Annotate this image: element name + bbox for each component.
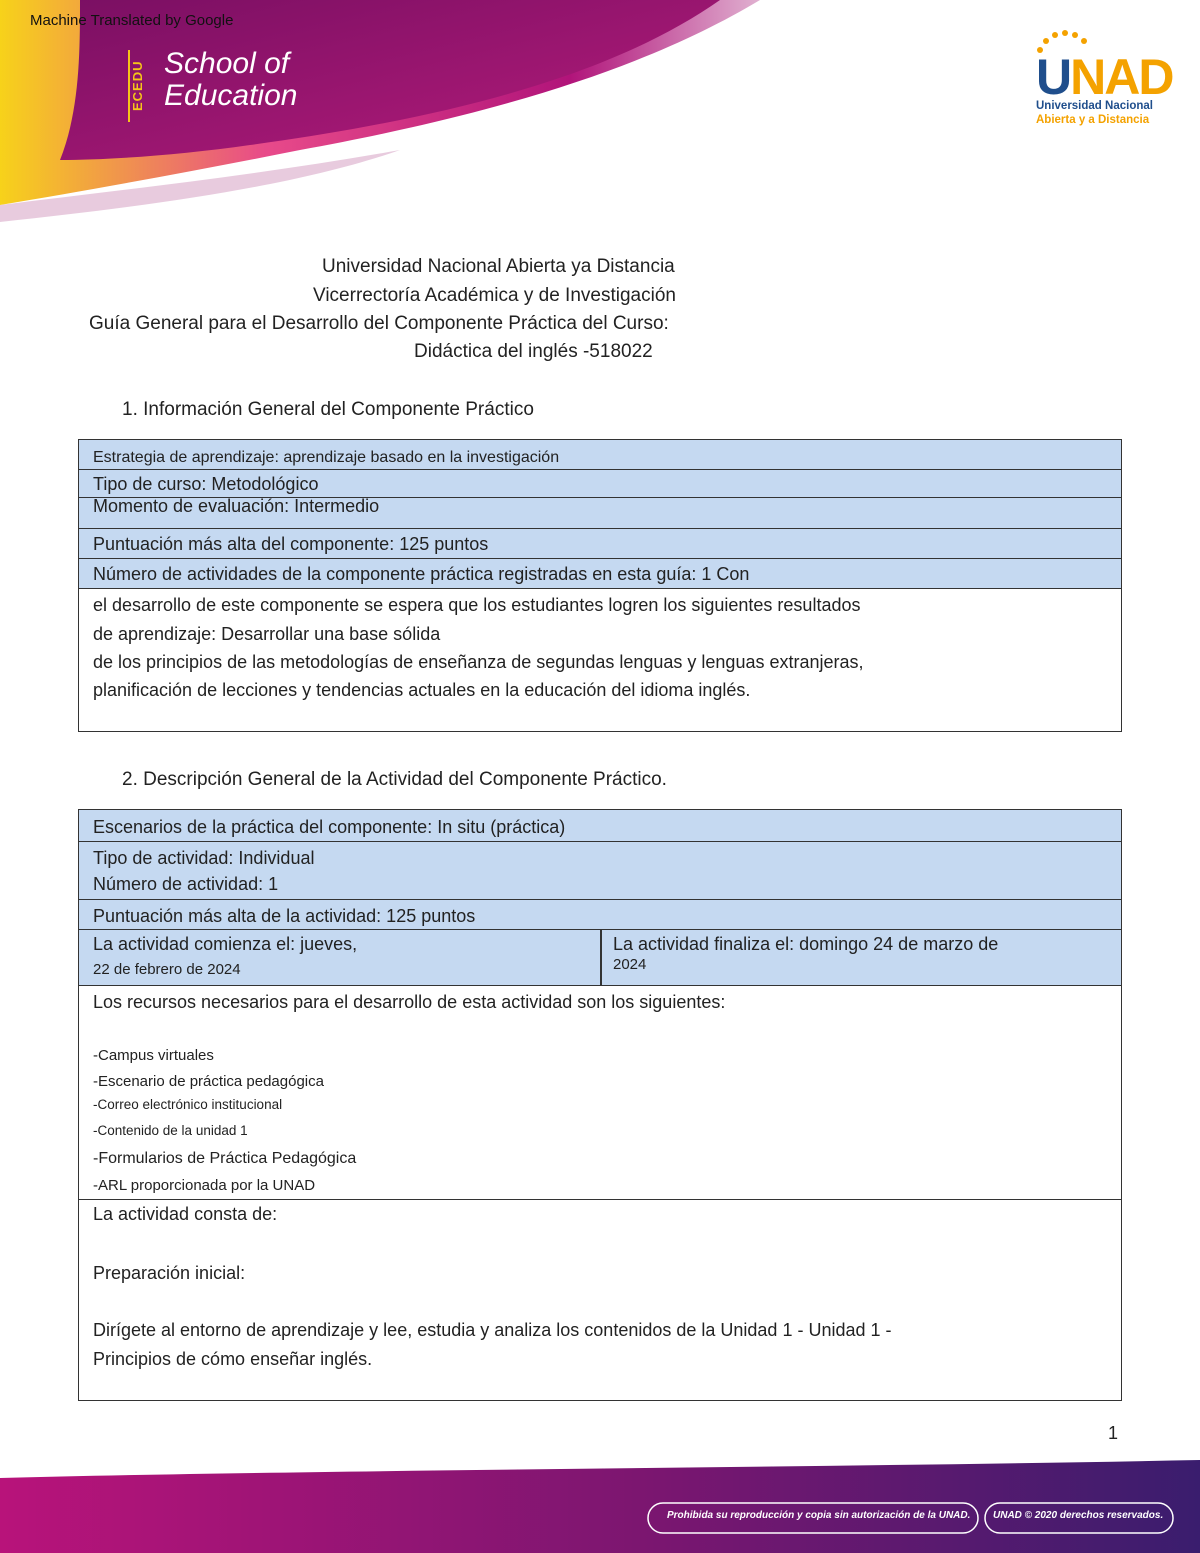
- activity-description-table: [78, 809, 1122, 1401]
- title-vicerrectoria: Vicerrectoría Académica y de Investigación: [313, 285, 676, 306]
- header-banner: [0, 0, 1200, 230]
- title-course: Didáctica del inglés -518022: [414, 341, 653, 362]
- row-activity-type: Tipo de actividad: Individual Número de actividad: 1: [79, 842, 1121, 900]
- row-strategy: Estrategia de aprendizaje: aprendizaje basado en la investigación: [79, 440, 1121, 470]
- row-scenarios: Escenarios de la práctica del componente: In situ (práctica): [79, 810, 1121, 842]
- resources-intro: Los recursos necesarios para el desarrollo de esta actividad son los siguientes:: [93, 992, 726, 1012]
- section-2-title: 2. Descripción General de la Actividad del Componente Práctico.: [122, 769, 667, 790]
- ecedu-label: ECEDU: [128, 50, 148, 122]
- resource-item: -Contenido de la unidad 1: [93, 1123, 248, 1138]
- prep-title: Preparación inicial:: [93, 1263, 246, 1283]
- outcome-line: planificación de lecciones y tendencias actuales en la educación del idioma inglés.: [93, 680, 751, 700]
- row-max-score: Puntuación más alta del componente: 125 puntos: [79, 529, 1121, 559]
- unad-name-line-1: Universidad Nacional: [1036, 100, 1153, 112]
- outcome-line: el desarrollo de este componente se espera que los estudiantes logren los siguientes resultados: [93, 595, 861, 615]
- resource-item: -Correo electrónico institucional: [93, 1097, 283, 1112]
- title-university: Universidad Nacional Abierta ya Distancia: [322, 256, 675, 277]
- row-evaluation: Momento de evaluación: Intermedio: [79, 498, 1121, 529]
- unad-name-line-2: Abierta y a Distancia: [1036, 114, 1150, 126]
- unad-wordmark: UNAD: [1036, 49, 1173, 105]
- outcome-line: de aprendizaje: Desarrollar una base sólida: [93, 624, 441, 644]
- resource-item: -Escenario de práctica pedagógica: [93, 1073, 324, 1090]
- row-resources: [79, 986, 1121, 1200]
- footer-copyright: UNAD © 2020 derechos reservados.: [993, 1510, 1164, 1521]
- resource-item: -Formularios de Práctica Pedagógica: [93, 1150, 357, 1167]
- start-label: La actividad comienza el: jueves,: [93, 934, 358, 954]
- row-learning-outcomes: [79, 589, 1121, 731]
- machine-translation-watermark: Machine Translated by Google: [30, 12, 234, 29]
- school-line-1: School of: [164, 47, 290, 80]
- resource-item: -ARL proporcionada por la UNAD: [93, 1177, 316, 1194]
- row-activity-dates: [79, 930, 1121, 986]
- row-course-type: Tipo de curso: Metodológico: [79, 470, 1121, 498]
- resource-item: -Campus virtuales: [93, 1047, 214, 1064]
- consists-of: La actividad consta de:: [93, 1204, 278, 1224]
- end-label: La actividad finaliza el: domingo 24 de marzo de: [613, 934, 999, 954]
- prep-line: Principios de cómo enseñar inglés.: [93, 1349, 373, 1369]
- end-year: 2024: [613, 956, 647, 973]
- row-activity-consists: [79, 1200, 1121, 1400]
- row-activities: Número de actividades de la componente práctica registradas en esta guía: 1 Con: [79, 559, 1121, 589]
- general-info-table: [78, 439, 1122, 732]
- row-activity-max-score: Puntuación más alta de la actividad: 125 puntos: [79, 900, 1121, 930]
- page-number: 1: [1108, 1423, 1119, 1443]
- outcome-line: de los principios de las metodologías de enseñanza de segundas lenguas y lenguas extranjeras,: [93, 652, 864, 672]
- footer-copy-notice: Prohibida su reproducción y copia sin autorización de la UNAD.: [667, 1510, 971, 1521]
- section-1-title: 1. Información General del Componente Práctico: [122, 399, 534, 420]
- school-line-2: Education: [164, 79, 298, 112]
- prep-line: Dirígete al entorno de aprendizaje y lee, estudia y analiza los contenidos de la Unidad 1 - Unidad 1 -: [93, 1320, 892, 1340]
- footer-banner: [0, 1460, 1200, 1553]
- title-guide: Guía General para el Desarrollo del Componente Práctica del Curso:: [89, 313, 669, 334]
- start-date: 22 de febrero de 2024: [93, 961, 241, 978]
